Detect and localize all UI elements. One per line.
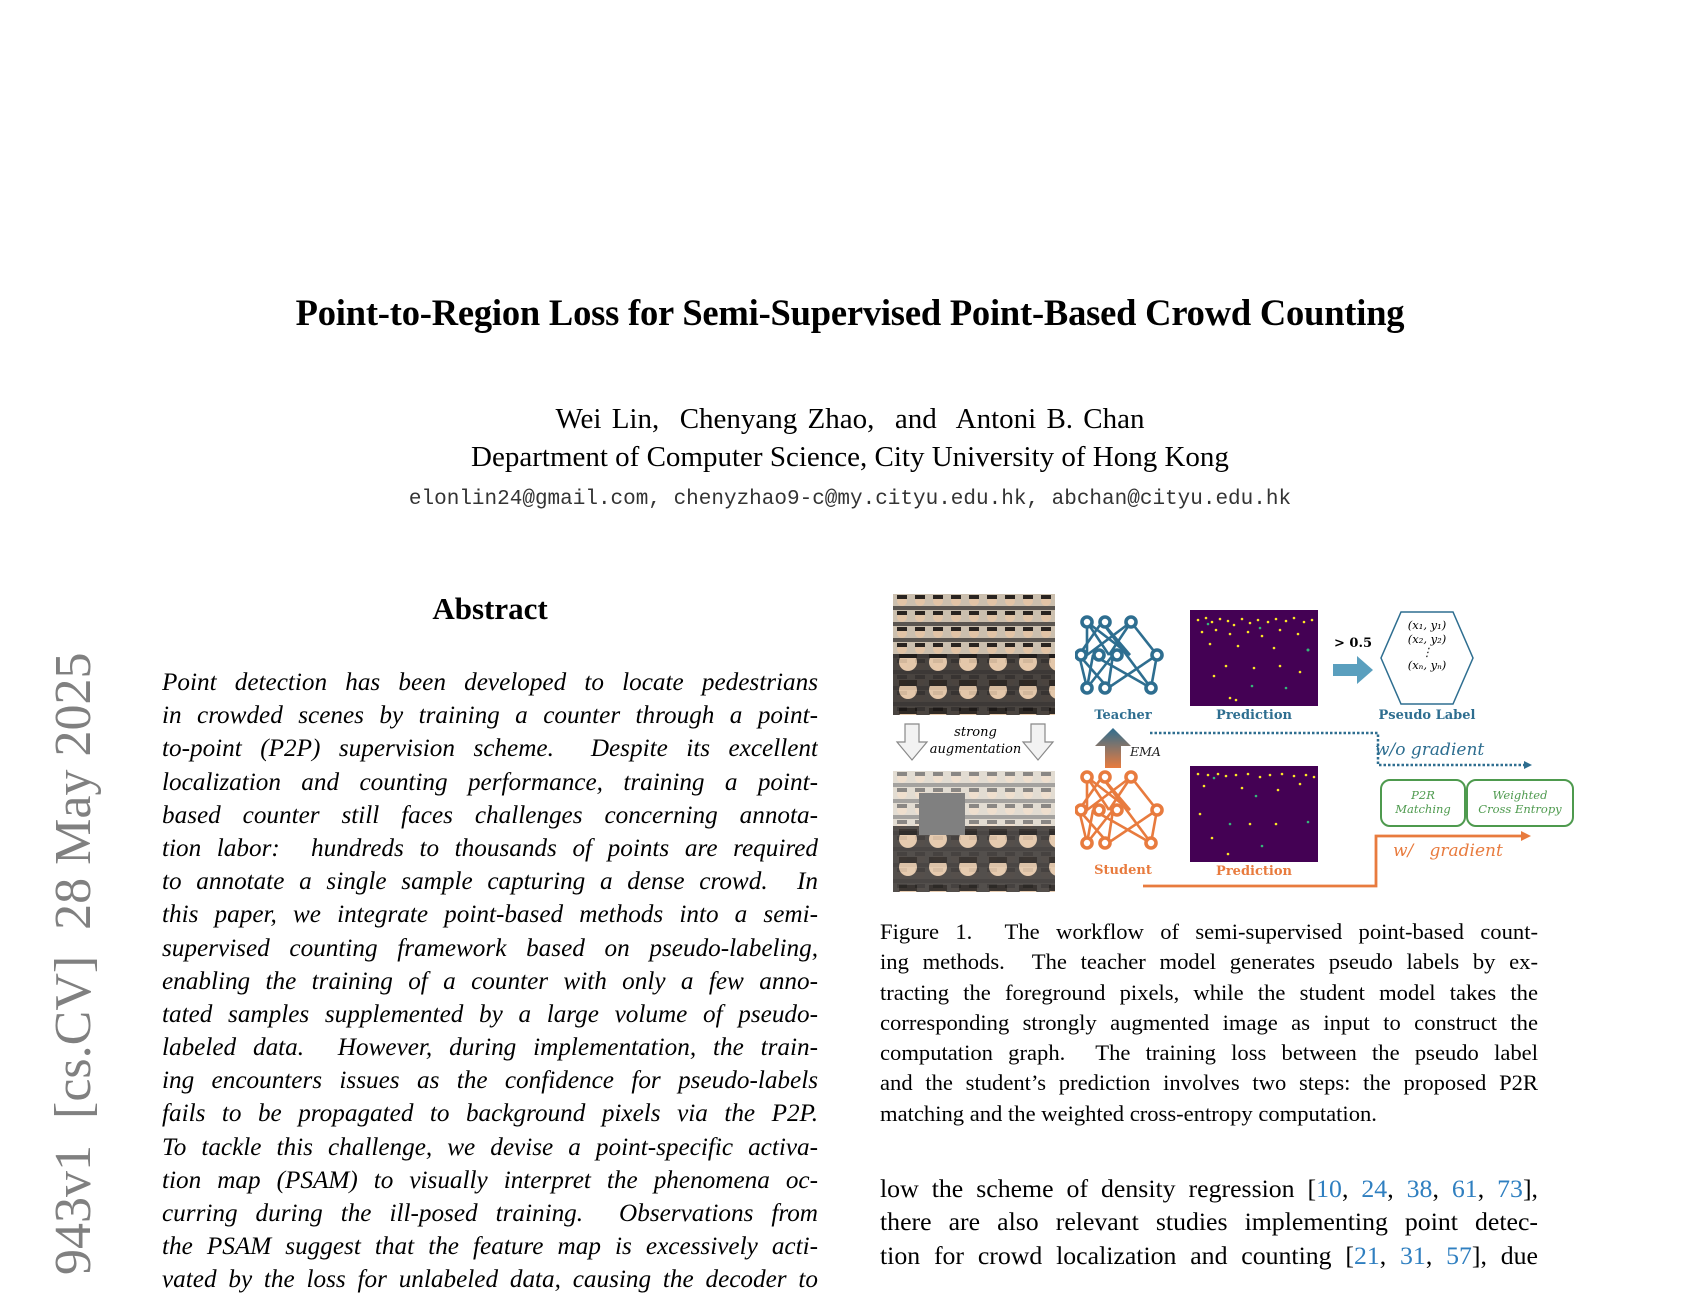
strong-augmentation-label: [928, 724, 1023, 758]
caption-line: matching and the weighted cross-entropy computation.: [880, 1100, 1377, 1126]
abstract-line: curring during the ill-posed training. Observations from: [162, 1200, 818, 1227]
abstract-line: this paper, we integrate point-based methods into a semi-: [162, 901, 818, 929]
paper-title: Point-to-Region Loss for Semi-Supervised Point-Based Crowd Counting: [295, 292, 1405, 333]
citation-link[interactable]: 57: [1446, 1240, 1472, 1270]
figure-1-workflow-diagram: [893, 594, 1562, 894]
abstract-line: the PSAM suggest that the feature map is excessively acti-: [162, 1233, 818, 1261]
without-gradient-label: w/o gradient: [1375, 740, 1485, 760]
citation-link[interactable]: 31: [1400, 1240, 1426, 1270]
label-line: Cross Entropy: [1478, 802, 1562, 816]
teacher-prediction-heatmap: [1190, 610, 1318, 706]
coord-ellipsis: ⋮: [1421, 645, 1433, 659]
citation-link[interactable]: 21: [1353, 1240, 1380, 1270]
body-line: tion for crowd localization and counting [21, 31, 57], due: [880, 1240, 1538, 1270]
coord-n: (xₙ, yₙ): [1407, 658, 1447, 672]
abstract-line: tion map (PSAM) to visually interpret the phenomena oc-: [162, 1166, 818, 1194]
student-prediction-label: Prediction: [1216, 864, 1292, 879]
label-line: Weighted: [1492, 788, 1548, 802]
pseudo-label-caption: Pseudo Label: [1378, 708, 1476, 723]
with-gradient-label: w/ gradient: [1393, 841, 1503, 861]
caption-line: corresponding strongly augmented image as input to construct the: [880, 1009, 1538, 1035]
crowd-photo-augmented: [893, 771, 1055, 892]
teacher-label: Teacher: [1094, 708, 1152, 723]
label-line: strong: [954, 725, 997, 740]
abstract-line: tated samples supplemented by a large volume of pseudo-: [162, 1000, 818, 1028]
citation-link[interactable]: 10: [1316, 1174, 1342, 1203]
threshold-label: > 0.5: [1334, 636, 1373, 651]
author-list: Wei Lin, Chenyang Zhao, and Antoni B. Chan: [555, 403, 1145, 435]
body-line: low the scheme of density regression [10, 24, 38, 61, 73],: [880, 1174, 1538, 1203]
abstract-line: localization and counting performance, training a point-: [162, 768, 818, 796]
abstract-line: enabling the training of a counter with only a few anno-: [162, 967, 818, 995]
caption-line: tracting the foreground pixels, while the student model takes the: [880, 979, 1538, 1005]
citation-link[interactable]: 61: [1451, 1174, 1478, 1203]
caption-line: Figure 1. The workflow of semi-supervised point-based count-: [880, 919, 1538, 944]
threshold-right-arrow-icon: [1333, 656, 1375, 684]
coord-2: (x₂, y₂): [1407, 632, 1447, 646]
body-text: [880, 1172, 1538, 1272]
citation-link[interactable]: 38: [1406, 1174, 1433, 1203]
label-line: P2R: [1411, 788, 1435, 802]
text: low the scheme of density regression [: [880, 1174, 1317, 1203]
abstract-line: fails to be propagated to background pixels via the P2P.: [162, 1100, 818, 1128]
abstract-line: To tackle this challenge, we devise a point-specific activa-: [162, 1133, 818, 1161]
arxiv-identifier-stamp: 943v1 [cs.CV] 28 May 2025: [45, 652, 102, 1275]
coord-1: (x₁, y₁): [1407, 618, 1447, 632]
abstract-line: ing encounters issues as the confidence for pseudo-labels: [162, 1067, 818, 1095]
caption-line: computation graph. The training loss between the pseudo label: [880, 1040, 1538, 1066]
abstract-line: to annotate a single sample capturing a dense crowd. In: [162, 868, 818, 896]
weighted-cross-entropy-box: [1466, 779, 1574, 827]
text: tion for crowd localization and counting [: [880, 1240, 1354, 1270]
abstract-line: based counter still faces challenges concerning annota-: [162, 801, 818, 829]
text: ], due: [1471, 1240, 1538, 1270]
abstract-line: tion labor: hundreds to thousands of points are required: [162, 834, 818, 862]
abstract-line: Point detection has been developed to locate pedestrians: [162, 669, 818, 696]
p2r-matching-box: [1380, 779, 1466, 827]
label-line: augmentation: [929, 742, 1022, 757]
citation-link[interactable]: 73: [1497, 1174, 1523, 1203]
crowd-photo-original: [893, 594, 1055, 715]
caption-line: ing methods. The teacher model generates pseudo labels by ex-: [880, 949, 1538, 975]
citation-link[interactable]: 24: [1361, 1174, 1388, 1203]
caption-line: and the student’s prediction involves two steps: the proposed P2R: [880, 1070, 1538, 1096]
figure-1-caption: [880, 917, 1538, 1129]
affiliation: Department of Computer Science, City University of Hong Kong: [471, 441, 1229, 473]
abstract-line: labeled data. However, during implementation, the train-: [162, 1034, 818, 1062]
text: ],: [1522, 1174, 1538, 1203]
abstract-line: in crowded scenes by training a counter through a point-: [162, 702, 818, 730]
abstract-line: to-point (P2P) supervision scheme. Despite its excellent: [162, 735, 818, 763]
label-line: Matching: [1395, 802, 1451, 816]
abstract-line: vated by the loss for unlabeled data, causing the decoder to: [162, 1266, 818, 1294]
teacher-network-icon: [1075, 614, 1171, 696]
abstract-heading: Abstract: [432, 591, 548, 626]
body-line: there are also relevant studies implementing point detec-: [880, 1207, 1538, 1237]
teacher-prediction-label: Prediction: [1216, 708, 1292, 723]
author-emails: elonlin24@gmail.com, chenyzhao9-c@my.cityu.edu.hk, abchan@cityu.edu.hk: [408, 488, 1292, 511]
ema-label: EMA: [1130, 744, 1161, 759]
pseudo-label-coordinates: [1379, 618, 1475, 672]
abstract-body: [162, 666, 818, 1297]
abstract-line: supervised counting framework based on pseudo-labeling,: [162, 934, 818, 962]
student-label: Student: [1094, 863, 1152, 878]
